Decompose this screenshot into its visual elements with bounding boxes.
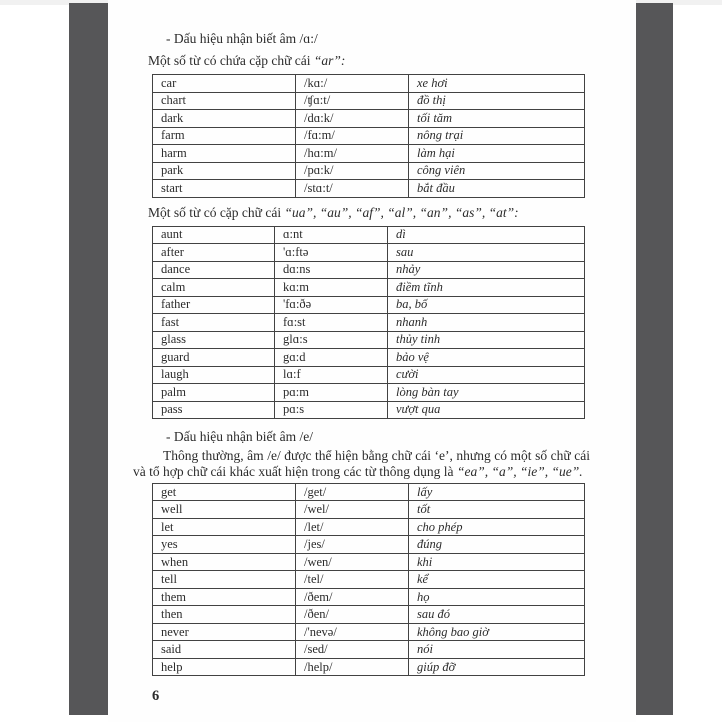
word-cell: fast bbox=[153, 314, 275, 332]
table-row bbox=[153, 314, 585, 332]
word-cell: laugh bbox=[153, 366, 275, 384]
word-cell: never bbox=[153, 623, 296, 641]
photo-left-gutter bbox=[69, 3, 108, 715]
meaning-cell: vượt qua bbox=[388, 401, 585, 419]
section-a-subheading bbox=[148, 52, 636, 69]
meaning-cell: nói bbox=[409, 641, 585, 659]
meaning-cell: họ bbox=[409, 588, 585, 606]
section-b-subheading-text: Một số từ có cặp chữ cái bbox=[148, 204, 282, 220]
phonetic-cell: /help/ bbox=[296, 658, 409, 676]
phonetic-cell: pɑ:m bbox=[275, 384, 388, 402]
phonetic-cell: /get/ bbox=[296, 483, 409, 501]
word-cell: yes bbox=[153, 536, 296, 554]
table-row bbox=[153, 145, 585, 163]
word-cell: after bbox=[153, 244, 275, 262]
phonetic-cell: kɑ:m bbox=[275, 279, 388, 297]
table-row bbox=[153, 226, 585, 244]
meaning-cell: bắt đầu bbox=[409, 180, 585, 198]
phonetic-cell: gɑ:d bbox=[275, 349, 388, 367]
page-number: 6 bbox=[152, 688, 160, 705]
word-cell: tell bbox=[153, 571, 296, 589]
meaning-cell: nhảy bbox=[388, 261, 585, 279]
section-a-heading: - Dấu hiệu nhận biết âm /ɑ:/ bbox=[166, 31, 318, 46]
phonetic-cell: /fɑ:m/ bbox=[296, 127, 409, 145]
phonetic-cell: /ðen/ bbox=[296, 606, 409, 624]
meaning-cell: lòng bàn tay bbox=[388, 384, 585, 402]
section-c-paragraph-text: Thông thường, âm /e/ được thể hiện bằng chữ cái ‘e’, nhưng có một số chữ cái và tổ hợp chữ cái khác xuất hiện trong các từ thông dụng là bbox=[133, 448, 590, 479]
word-cell: when bbox=[153, 553, 296, 571]
phonetic-cell: fɑ:st bbox=[275, 314, 388, 332]
meaning-cell: đồ thị bbox=[409, 92, 585, 110]
phonetic-cell: /pɑ:k/ bbox=[296, 162, 409, 180]
word-cell: well bbox=[153, 501, 296, 519]
word-cell: calm bbox=[153, 279, 275, 297]
table-row bbox=[153, 518, 585, 536]
section-c-letter-pairs: “ea”, “a”, “ie”, “ue”. bbox=[456, 463, 583, 479]
meaning-cell: sau bbox=[388, 244, 585, 262]
phonetic-cell: /wel/ bbox=[296, 501, 409, 519]
phonetic-cell: /jes/ bbox=[296, 536, 409, 554]
meaning-cell: giúp đỡ bbox=[409, 658, 585, 676]
meaning-cell: lấy bbox=[409, 483, 585, 501]
meaning-cell: tối tăm bbox=[409, 110, 585, 128]
phonetic-cell: glɑ:s bbox=[275, 331, 388, 349]
table-row bbox=[153, 641, 585, 659]
phonetic-cell: ɑ:nt bbox=[275, 226, 388, 244]
section-b-subheading bbox=[148, 204, 636, 221]
word-cell: father bbox=[153, 296, 275, 314]
phonetic-cell: 'fɑ:ðə bbox=[275, 296, 388, 314]
word-cell: glass bbox=[153, 331, 275, 349]
meaning-cell: ba, bố bbox=[388, 296, 585, 314]
word-cell: car bbox=[153, 75, 296, 93]
table-row bbox=[153, 261, 585, 279]
word-cell: dance bbox=[153, 261, 275, 279]
phonetic-cell: /let/ bbox=[296, 518, 409, 536]
vocab-table-ar bbox=[152, 74, 585, 198]
word-cell: then bbox=[153, 606, 296, 624]
word-cell: palm bbox=[153, 384, 275, 402]
phonetic-cell: /ðem/ bbox=[296, 588, 409, 606]
vocab-table-ua-au bbox=[152, 226, 585, 420]
meaning-cell: nông trại bbox=[409, 127, 585, 145]
phonetic-cell: lɑ:f bbox=[275, 366, 388, 384]
table-row bbox=[153, 501, 585, 519]
word-cell: help bbox=[153, 658, 296, 676]
word-cell: guard bbox=[153, 349, 275, 367]
word-cell: dark bbox=[153, 110, 296, 128]
meaning-cell: thủy tinh bbox=[388, 331, 585, 349]
meaning-cell: xe hơi bbox=[409, 75, 585, 93]
meaning-cell: cho phép bbox=[409, 518, 585, 536]
word-cell: park bbox=[153, 162, 296, 180]
word-cell: said bbox=[153, 641, 296, 659]
table-row bbox=[153, 127, 585, 145]
meaning-cell: khi bbox=[409, 553, 585, 571]
table-row bbox=[153, 401, 585, 419]
phonetic-cell: /'nevə/ bbox=[296, 623, 409, 641]
table-row bbox=[153, 483, 585, 501]
word-cell: them bbox=[153, 588, 296, 606]
meaning-cell: sau đó bbox=[409, 606, 585, 624]
phonetic-cell: dɑ:ns bbox=[275, 261, 388, 279]
meaning-cell: tốt bbox=[409, 501, 585, 519]
meaning-cell: kể bbox=[409, 571, 585, 589]
meaning-cell: công viên bbox=[409, 162, 585, 180]
table-row bbox=[153, 349, 585, 367]
meaning-cell: đúng bbox=[409, 536, 585, 554]
phonetic-cell: pɑ:s bbox=[275, 401, 388, 419]
table-row bbox=[153, 588, 585, 606]
meaning-cell: không bao giờ bbox=[409, 623, 585, 641]
phonetic-cell: /stɑ:t/ bbox=[296, 180, 409, 198]
section-b-letter-pairs: “ua”, “au”, “af”, “al”, “an”, “as”, “at”: bbox=[284, 204, 519, 220]
phonetic-cell: /sed/ bbox=[296, 641, 409, 659]
section-a-letter-pairs: “ar”: bbox=[313, 53, 346, 68]
section-a-subheading-text: Một số từ có chứa cặp chữ cái bbox=[148, 53, 311, 68]
word-cell: harm bbox=[153, 145, 296, 163]
table-row bbox=[153, 606, 585, 624]
word-cell: get bbox=[153, 483, 296, 501]
book-page bbox=[108, 0, 636, 722]
table-row bbox=[153, 366, 585, 384]
table-row bbox=[153, 384, 585, 402]
phonetic-cell: /hɑ:m/ bbox=[296, 145, 409, 163]
word-cell: start bbox=[153, 180, 296, 198]
word-cell: farm bbox=[153, 127, 296, 145]
phonetic-cell: /wen/ bbox=[296, 553, 409, 571]
section-c-heading: - Dấu hiệu nhận biết âm /e/ bbox=[166, 429, 313, 444]
meaning-cell: dì bbox=[388, 226, 585, 244]
table-row bbox=[153, 162, 585, 180]
phonetic-cell: /ʧɑ:t/ bbox=[296, 92, 409, 110]
phonetic-cell: /dɑ:k/ bbox=[296, 110, 409, 128]
table-row bbox=[153, 296, 585, 314]
table-row bbox=[153, 75, 585, 93]
phonetic-cell: 'ɑ:ftə bbox=[275, 244, 388, 262]
phonetic-cell: /tel/ bbox=[296, 571, 409, 589]
meaning-cell: cười bbox=[388, 366, 585, 384]
word-cell: pass bbox=[153, 401, 275, 419]
word-cell: chart bbox=[153, 92, 296, 110]
table-row bbox=[153, 571, 585, 589]
meaning-cell: điềm tĩnh bbox=[388, 279, 585, 297]
phonetic-cell: /kɑ:/ bbox=[296, 75, 409, 93]
vocab-table-e bbox=[152, 483, 585, 677]
table-row bbox=[153, 244, 585, 262]
word-cell: aunt bbox=[153, 226, 275, 244]
table-row bbox=[153, 658, 585, 676]
word-cell: let bbox=[153, 518, 296, 536]
table-row bbox=[153, 180, 585, 198]
table-row bbox=[153, 623, 585, 641]
meaning-cell: nhanh bbox=[388, 314, 585, 332]
meaning-cell: bảo vệ bbox=[388, 349, 585, 367]
table-row bbox=[153, 279, 585, 297]
table-row bbox=[153, 536, 585, 554]
meaning-cell: làm hại bbox=[409, 145, 585, 163]
photo-right-gutter bbox=[636, 3, 673, 715]
page-content bbox=[108, 0, 636, 705]
table-row bbox=[153, 553, 585, 571]
table-row bbox=[153, 331, 585, 349]
section-c-paragraph bbox=[133, 448, 590, 480]
table-row bbox=[153, 110, 585, 128]
table-row bbox=[153, 92, 585, 110]
